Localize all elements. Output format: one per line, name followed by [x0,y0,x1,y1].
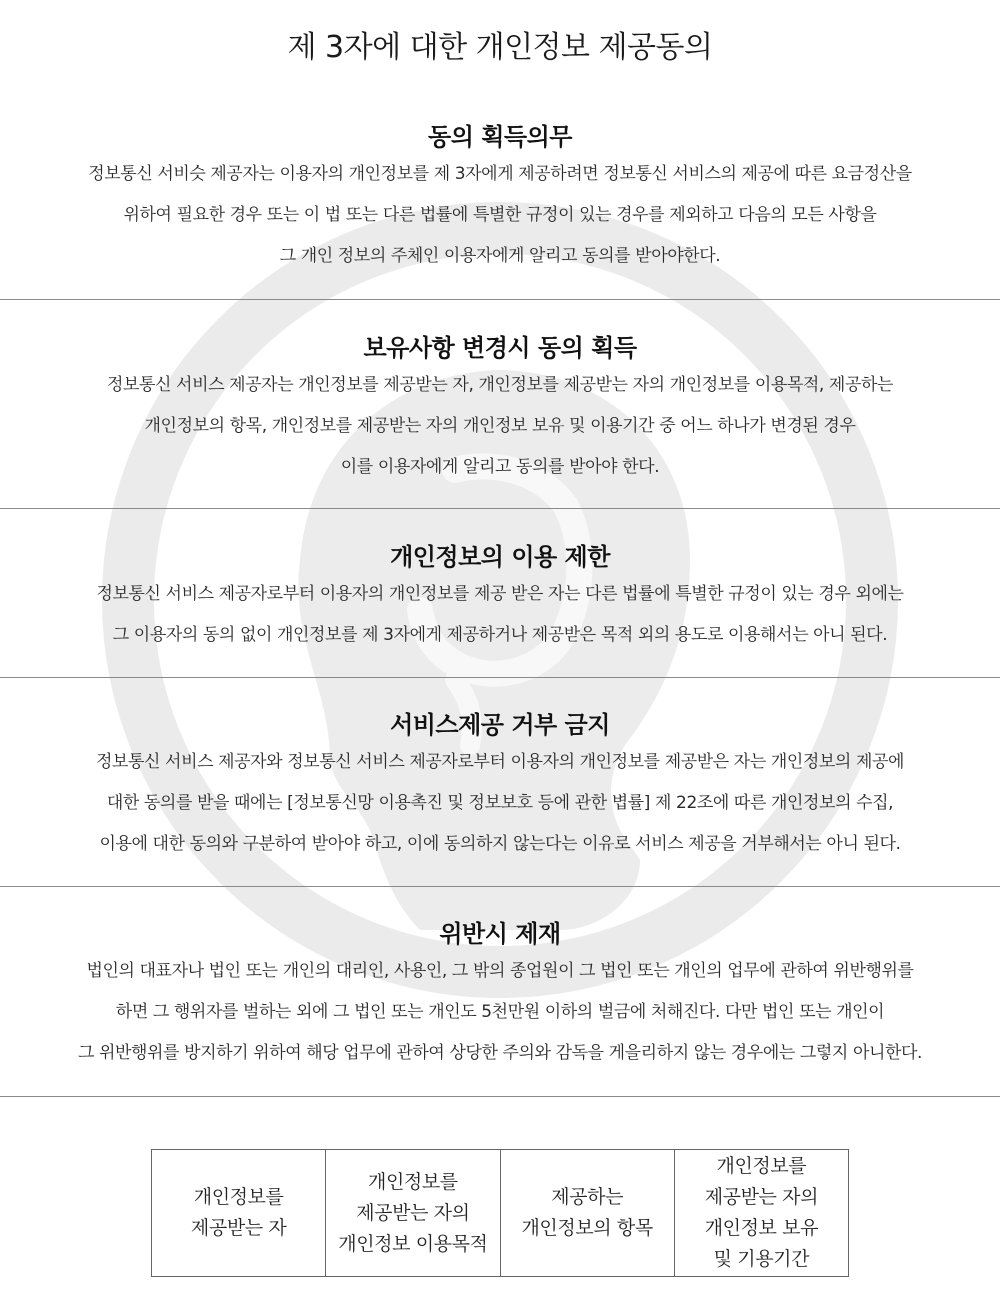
section-heading: 보유사항 변경시 동의 획득 [363,334,637,362]
section-text-line: 대한 동의를 받을 때에는 [정보통신망 이용촉진 및 정보보호 등에 관한 볍률] 제 22조에 따른 개인정보의 수집, [106,793,894,813]
section-text-line: 정보통신 서비슷 제공자는 이용자의 개인정보를 제 3자에게 제공하려면 정보통신 서비스의 제공에 따른 요금정산을 [88,164,912,184]
section-text-line: 정보통신 서비스 제공자는 개인정보를 제공받는 자, 개인정보를 제공받는 자의 개인정보를 이용목적, 제공하는 [106,375,894,395]
section-divider [0,508,1000,509]
section-text-line: 위하여 필요한 경우 또는 이 법 또는 다른 법률에 특별한 규정이 있는 경우를 제외하고 다음의 모든 사항을 [123,205,877,225]
section-heading: 위반시 제재 [439,920,561,948]
section-text-line: 그 위반행위를 방지하기 위하여 해당 업무에 관하여 상당한 주의와 감독을 게을리하지 않는 경우에는 그렇지 아니한다. [77,1043,923,1063]
section-text-line: 그 이용자의 동의 없이 개인정보를 제 3자에게 제공하거나 제공받은 목적 외의 용도로 이용해서는 아니 된다. [112,625,888,645]
section-heading: 개인정보의 이용 제한 [390,543,610,571]
section-divider [0,1096,1000,1097]
table-cell-retention: 개인정보를 제공받는 자의 개인정보 보유 및 기용기간 [674,1150,848,1277]
section-usage-restriction [0,537,1000,656]
section-divider [0,886,1000,887]
section-text-line: 이를 이용자에게 알리고 동의를 받아야 한다. [340,457,660,477]
section-divider [0,299,1000,300]
section-text-line: 정보통신 서비스 제공자와 정보통신 서비스 제공자로부터 이용자의 개인정보를 제공받은 자는 개인정보의 제공에 [95,752,905,772]
section-consent-obligation [0,117,1000,277]
section-violation-sanctions [0,914,1000,1074]
section-consent-on-change [0,328,1000,488]
section-text-line: 그 개인 정보의 주체인 이용자에게 알리고 동의를 받아야한다. [279,246,721,266]
section-text-line: 정보통신 서비스 제공자로부터 이용자의 개인정보를 제공 받은 자는 다른 법률에 특별한 규정이 있는 경우 외에는 [96,584,904,604]
table-row [152,1150,849,1277]
section-divider [0,677,1000,678]
table-cell-recipient: 개인정보를 제공받는 자 [152,1150,326,1277]
section-text-line: 법인의 대표자나 법인 또는 개인의 대리인, 사용인, 그 밖의 종업원이 그 법인 또는 개인의 업무에 관하여 위반행위를 [86,961,914,981]
summary-table [151,1149,849,1277]
section-text-line: 하면 그 행위자를 벌하는 외에 그 법인 또는 개인도 5천만원 이하의 벌금에 처해진다. 다만 법인 또는 개인이 [115,1002,885,1022]
section-text-line: 이용에 대한 동의와 구분하여 받아야 하고, 이에 동의하지 않는다는 이유로 서비스 제공을 거부해서는 아니 된다. [99,834,901,854]
section-heading: 동의 획득의무 [428,123,572,151]
table-cell-purpose: 개인정보를 제공받는 자의 개인정보 이용목적 [326,1150,500,1277]
page-title: 제 3자에 대한 개인정보 제공동의 [287,30,713,65]
table-cell-items: 제공하는 개인정보의 항목 [500,1150,674,1277]
section-text-line: 개인정보의 항목, 개인정보를 제공받는 자의 개인정보 보유 및 이용기간 중 어느 하나가 변경된 경우 [144,416,856,436]
section-heading: 서비스제공 거부 금지 [390,711,610,739]
section-service-refusal-ban [0,705,1000,865]
